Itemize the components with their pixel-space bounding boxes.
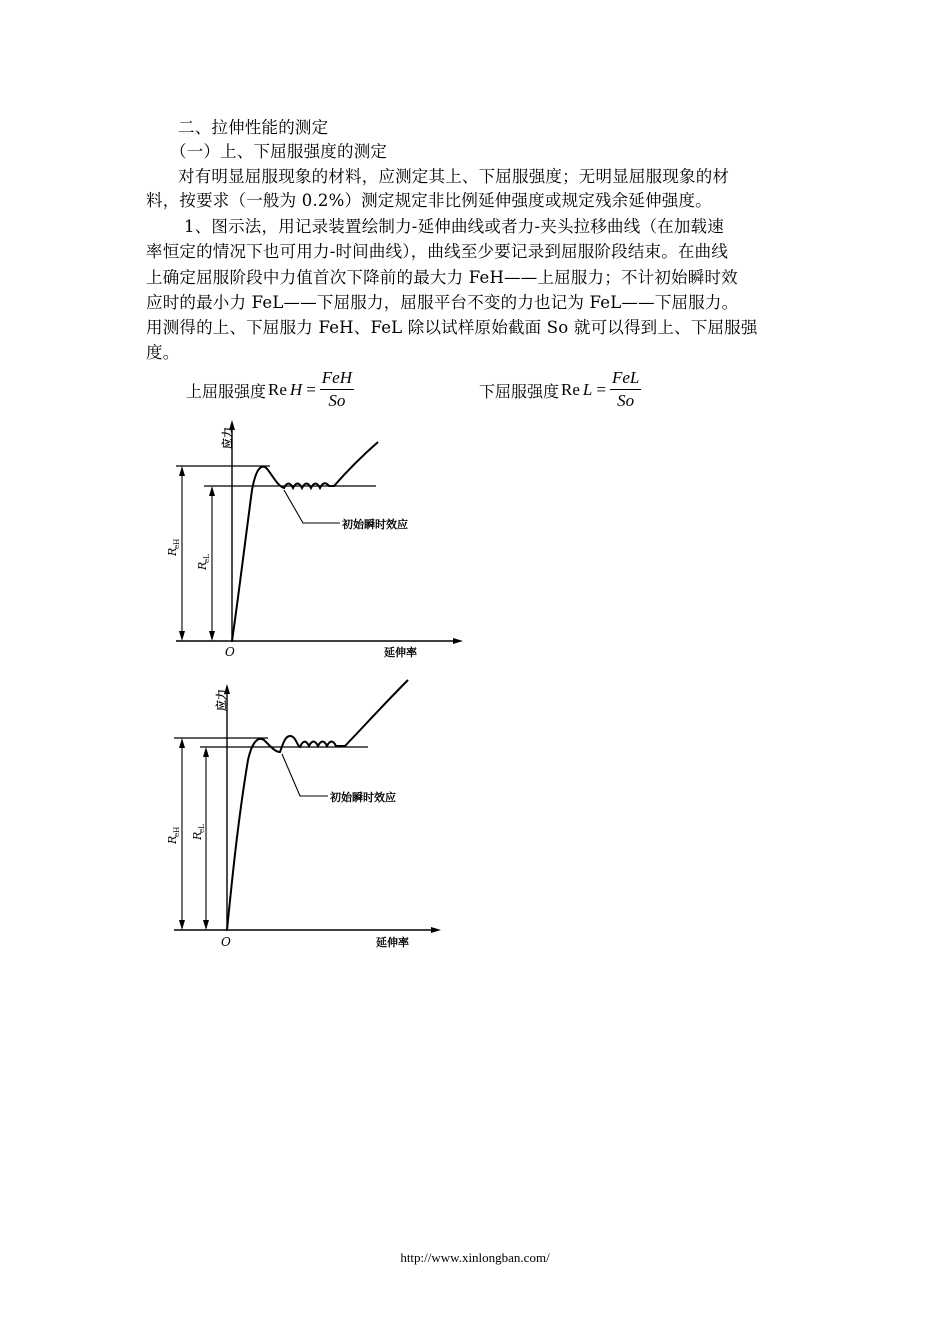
svg-text:R: R [166,835,179,844]
paragraph-line: 上确定屈服阶段中力值首次下降前的最大力 FeH——上屈服力；不计初始瞬时效 [146,268,738,287]
formula-re: Re [268,380,287,399]
svg-text:R: R [166,547,179,556]
lower-yield-label [191,824,206,841]
paragraph-line: 用测得的上、下屈服力 FeH、FeL 除以试样原始截面 So 就可以得到上、下屈服强 [146,318,758,337]
annotation-leader [282,754,328,796]
formula-re: Re [561,380,580,399]
y-axis-label: 应力 [215,689,228,711]
formula-var: H [289,380,303,399]
formula-label: 上屈服强度 [186,381,267,401]
denominator: So [617,391,635,410]
numerator: FeL [610,368,641,390]
denominator: So [328,391,346,410]
x-axis-arrow [431,927,441,933]
section-heading: 二、拉伸性能的测定 [178,118,329,137]
paragraph-line: 料，按要求（一般为 0.2%）测定规定非比例延伸强度或规定残余延伸强度。 [146,191,712,210]
annotation-text: 初始瞬时效应 [342,518,408,531]
formula-equals: = [596,380,606,399]
paragraph-line: 应时的最小力 FeL——下屈服力，屈服平台不变的力也记为 FeL——下屈服力。 [146,293,739,312]
svg-text:eL: eL [203,554,211,563]
origin-label: O [225,645,235,659]
svg-text:eL: eL [198,824,206,833]
svg-text:R: R [196,561,209,570]
upper-yield-label [166,827,181,845]
stress-strain-curve [227,680,408,930]
y-axis-label: 应力 [221,427,234,449]
subsection-heading: （一）上、下屈服强度的测定 [170,142,388,161]
svg-text:eH: eH [173,826,181,837]
x-axis-label: 延伸率 [376,936,409,949]
paragraph-line: 率恒定的情况下也可用力-时间曲线），曲线至少要记录到屈服阶段结束。在曲线 [146,242,729,261]
paragraph-line: 对有明显屈服现象的材料，应测定其上、下屈服强度；无明显屈服现象的材 [178,167,730,186]
formula-label: 下屈服强度 [479,381,560,401]
svg-text:eH: eH [173,538,181,549]
numerator: FeH [320,368,354,390]
origin-label: O [221,935,231,949]
footer-url: http://www.xinlongban.com/ [400,1250,550,1265]
formula-equals: = [306,380,316,399]
annotation-text: 初始瞬时效应 [330,791,396,804]
paragraph-line: 1、图示法，用记录装置绘制力-延伸曲线或者力-夹头拉移曲线（在加载速 [184,217,724,236]
formula-var: L [582,380,593,399]
svg-text:R: R [191,831,204,840]
paragraph-line: 度。 [146,343,180,362]
x-axis-label: 延伸率 [384,646,417,659]
